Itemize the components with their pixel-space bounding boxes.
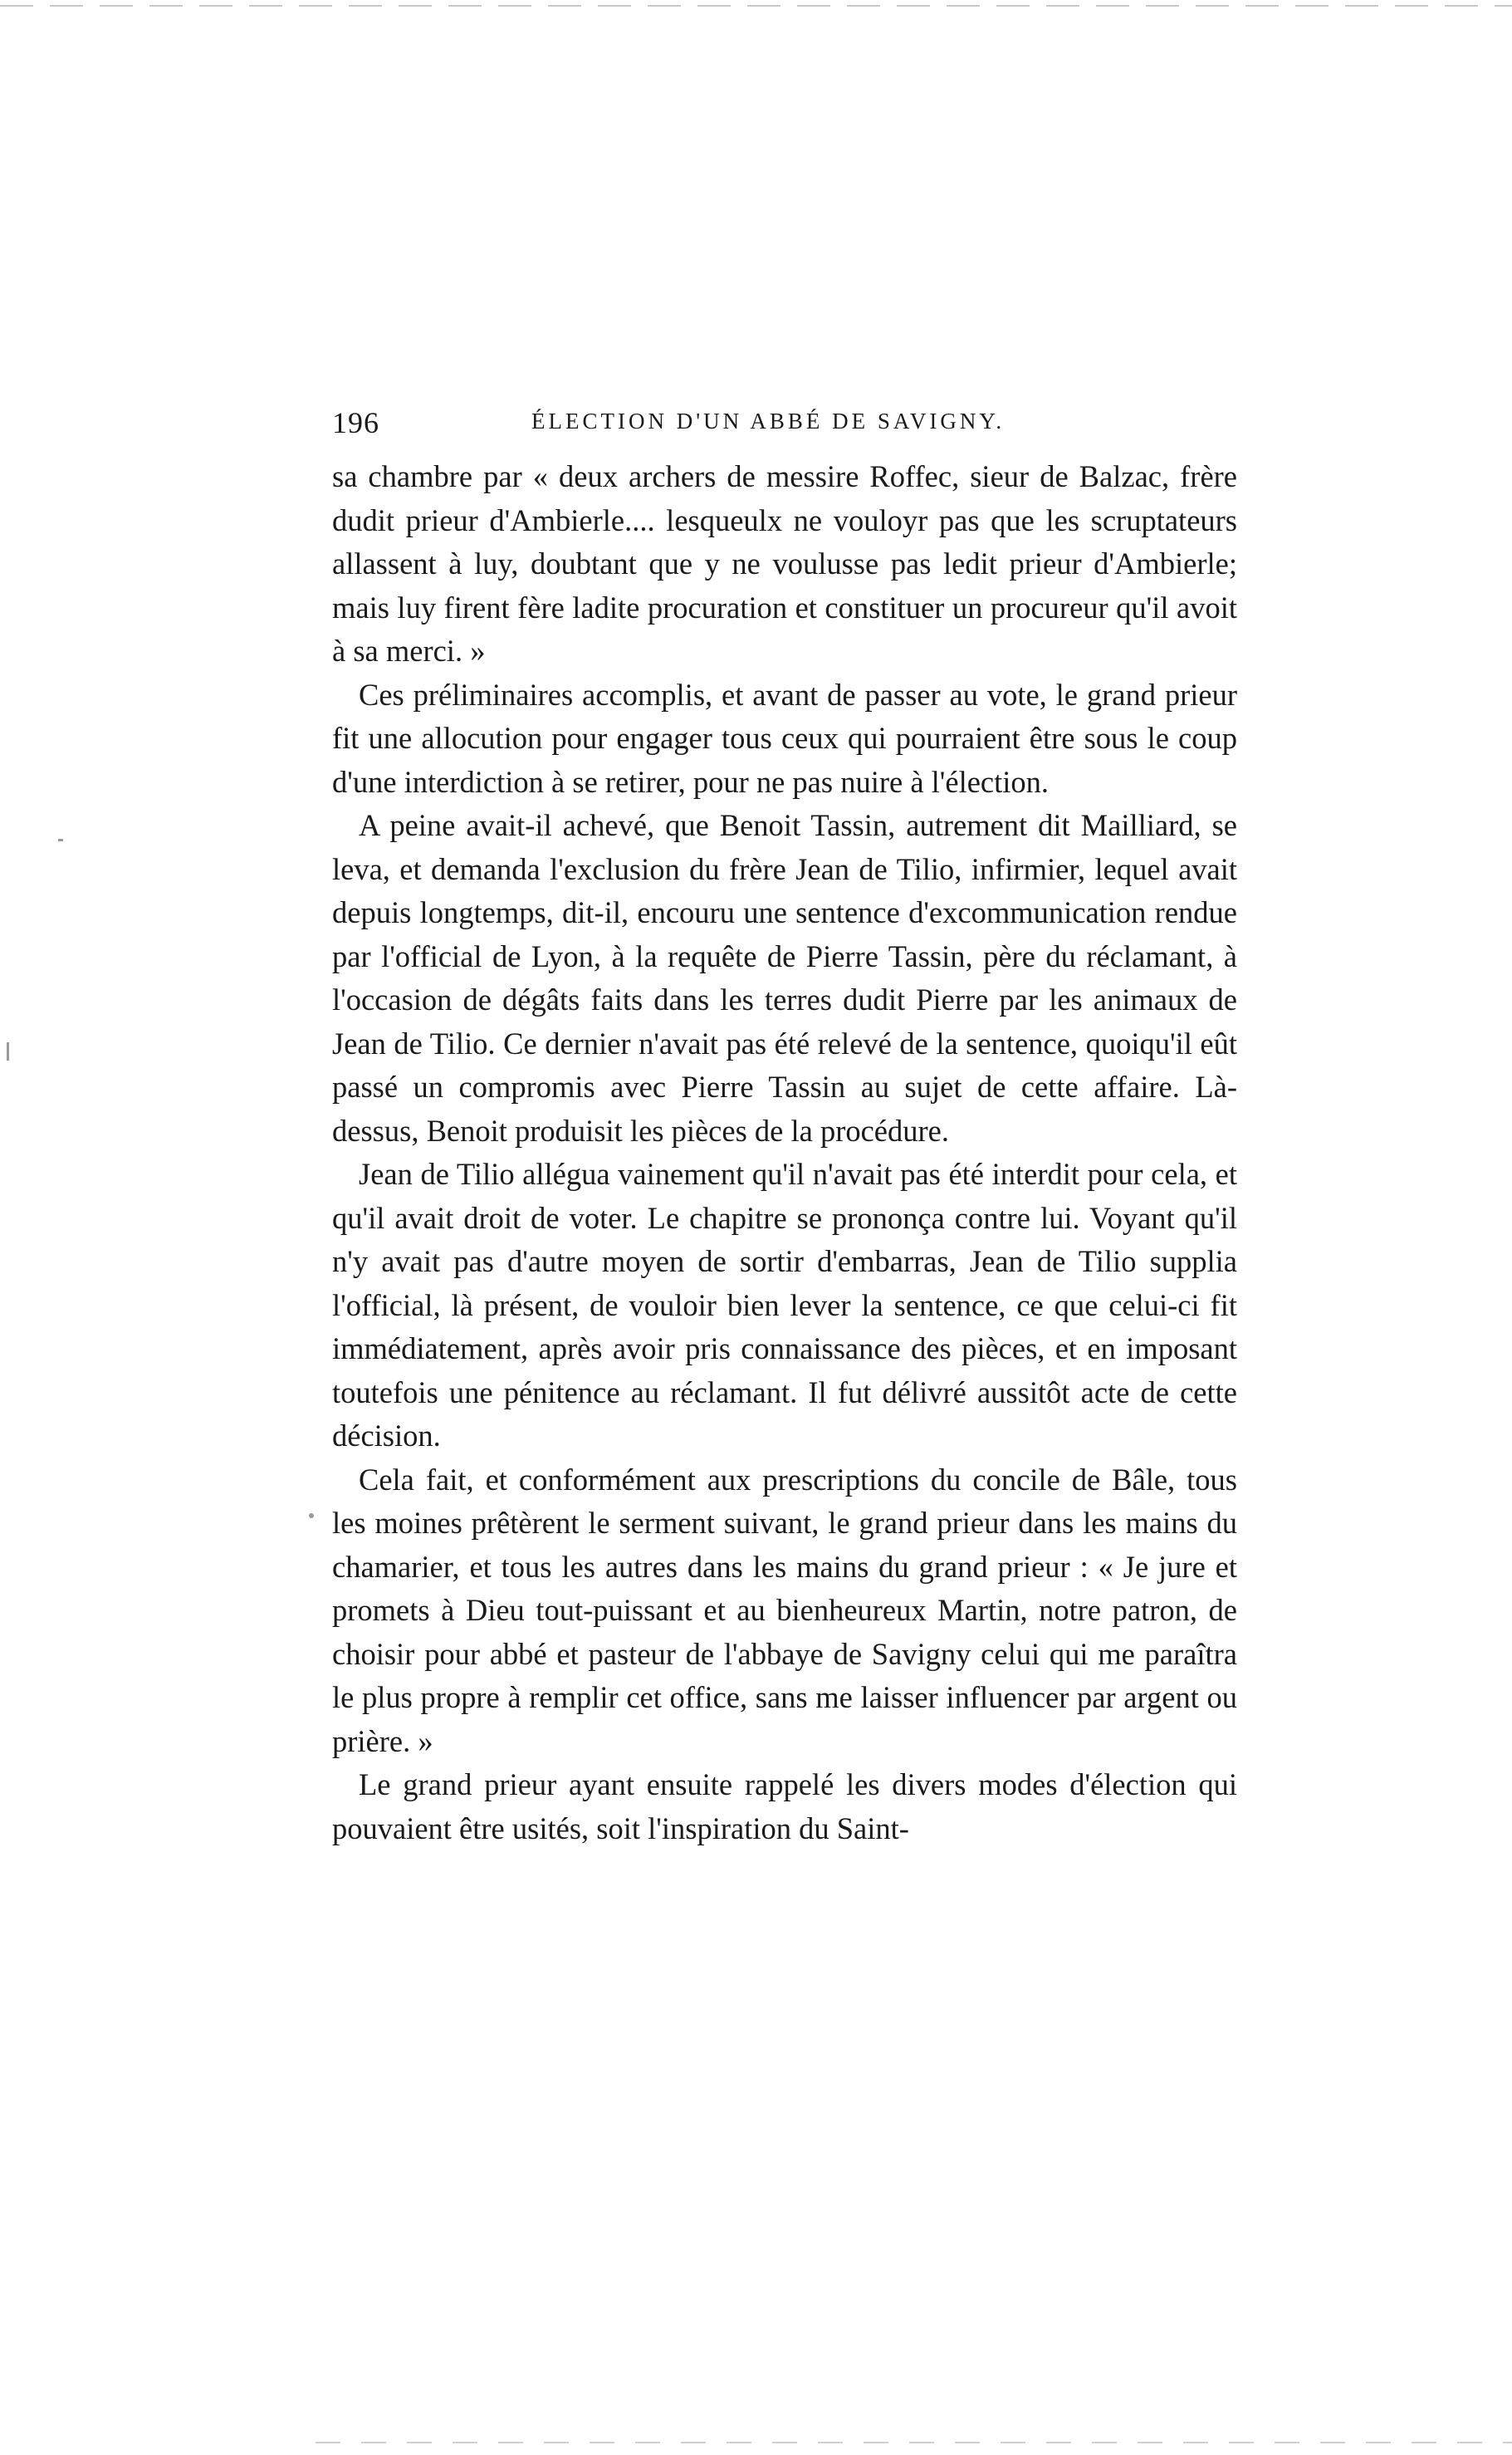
margin-scan-mark-3 [309,1513,314,1518]
margin-scan-mark-2 [58,839,63,841]
running-title: ÉLECTION D'UN ABBÉ DE SAVIGNY. [531,409,1006,434]
margin-scan-mark [7,1042,9,1061]
bottom-edge-scan-line [316,2442,1512,2443]
page-number: 196 [332,406,379,439]
page-body [332,455,1237,1850]
paragraph-5: Cela fait, et conformément aux prescriptions du concile de Bâle, tous les moines prêtèrent le serment suivant, le grand prieur dans les mains du chamarier, et tous les autres dans les mains du grand prieur : « Je jure et promets à Dieu tout-puissant et au bienheureux Martin, notre patron, de choisir pour abbé et pasteur de l'abbaye de Savigny celui qui me paraîtra le plus propre à remplir cet office, sans me laisser influencer par argent ou prière. » [332,1462,1237,1758]
top-edge-scan-line [0,5,1512,7]
paragraph-4: Jean de Tilio allégua vainement qu'il n'avait pas été interdit pour cela, et qu'il avait droit de voter. Le chapitre se prononça contre lui. Voyant qu'il n'y avait pas d'autre moyen de sortir d'embarras, Jean de Tilio supplia l'official, là présent, de vouloir bien lever la sentence, ce que celui-ci fit immédiatement, après avoir pris connaissance des pièces, et en imposant toutefois une pénitence au réclamant. Il fut délivré aussitôt acte de cette décision. [332,1157,1237,1453]
paragraph-6: Le grand prieur ayant ensuite rappelé les divers modes d'élection qui pouvaient être usités, soit l'inspiration du Saint- [332,1767,1237,1845]
page-header [332,405,1237,442]
paragraph-3: A peine avait-il achevé, que Benoit Tassin, autrement dit Mailliard, se leva, et demanda l'exclusion du frère Jean de Tilio, infirmier, lequel avait depuis longtemps, dit-il, encouru une sentence d'excommunication rendue par l'official de Lyon, à la requête de Pierre Tassin, père du réclamant, à l'occasion de dégâts faits dans les terres dudit Pierre par les animaux de Jean de Tilio. Ce dernier n'avait pas été relevé de la sentence, quoiqu'il eût passé un compromis avec Pierre Tassin au sujet de cette affaire. Là-dessus, Benoit produisit les pièces de la procédure. [332,808,1237,1148]
paragraph-2: Ces préliminaires accomplis, et avant de passer au vote, le grand prieur fit une allocution pour engager tous ceux qui pourraient être sous le coup d'une interdiction à se retirer, pour ne pas nuire à l'élection. [332,677,1237,799]
paragraph-1: sa chambre par « deux archers de messire Roffec, sieur de Balzac, frère dudit prieur d'Ambierle.... lesqueulx ne vouloyr pas que les scruptateurs allassent à luy, doubtant que y ne voulusse pas ledit prieur d'Ambierle; mais luy firent fère ladite procuration et constituer un procureur qu'il avoit à sa merci. » [332,459,1237,668]
